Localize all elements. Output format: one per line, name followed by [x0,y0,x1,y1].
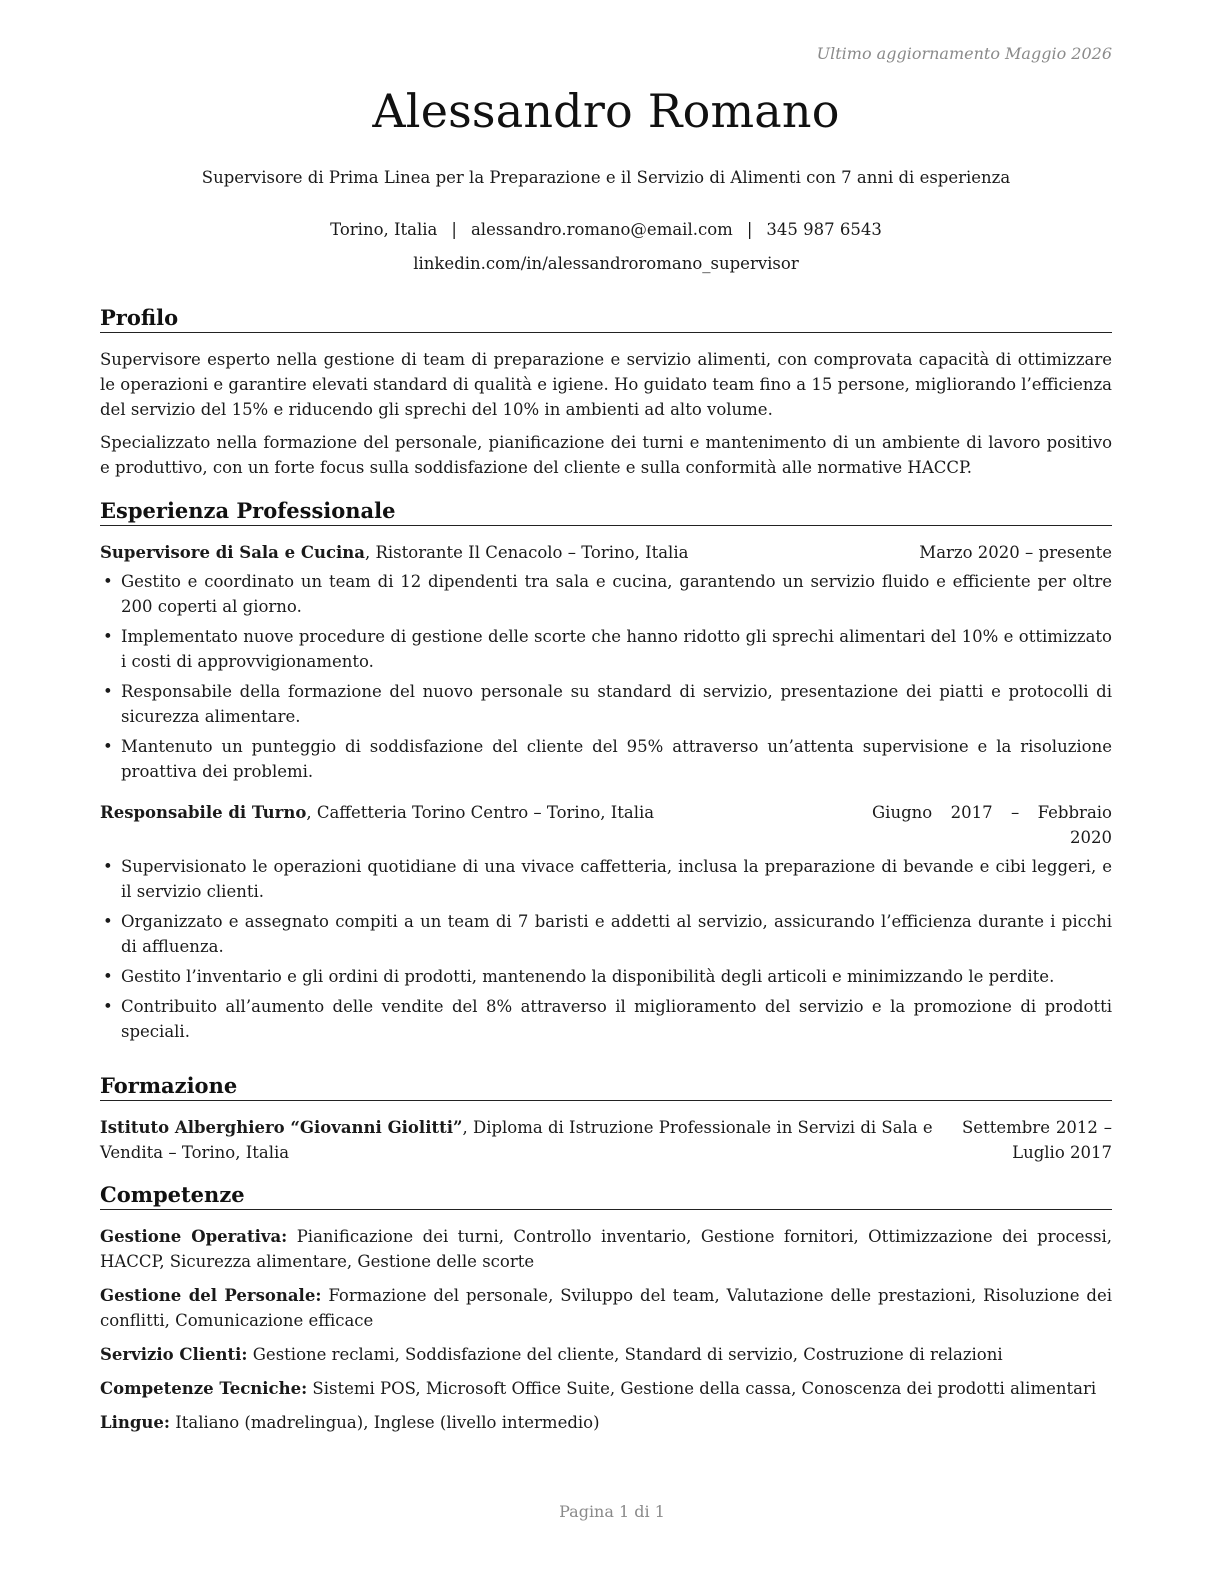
skill-value: Italiano (madrelingua), Inglese (livello intermedio) [170,1413,600,1432]
skills-section [100,1182,1112,1444]
job-header [100,800,1112,850]
job-bullets [100,854,1112,1044]
skill-row [100,1342,1112,1367]
list-item [100,734,1112,784]
skill-label: Servizio Clienti: [100,1345,248,1364]
bullet-icon: • [103,627,113,646]
bullet-icon: • [103,967,113,986]
list-item [100,909,1112,959]
experience-section [100,498,1112,1049]
bullet-icon: • [103,857,113,876]
contact-phone: 345 987 6543 [766,220,882,239]
contact-separator: | [451,220,457,239]
bullet-text: Gestito e coordinato un team di 12 dipendenti tra sala e cucina, garantendo un servizio fluido e efficiente per oltre 200 coperti al giorno. [121,572,1112,616]
job-employer: , Ristorante Il Cenacolo – Torino, Italia [364,543,689,562]
skill-value: Formazione del personale, Sviluppo del team, Valutazione delle prestazioni, Risoluzione dei conflitti, Comunicazione efficace [100,1286,1112,1330]
job-bullets [100,569,1112,784]
job-entry [100,540,1112,784]
bullet-text: Mantenuto un punteggio di soddisfazione del cliente del 95% attraverso un’attenta supervisione e la risoluzione proattiva dei problemi. [121,737,1112,781]
skill-row [100,1376,1112,1401]
skill-row [100,1283,1112,1333]
profile-heading: Profilo [100,305,1112,333]
job-header [100,540,1112,565]
education-entry [100,1115,1112,1165]
profile-section [100,305,1112,488]
profile-paragraph: Supervisore esperto nella gestione di team di preparazione e servizio alimenti, con comprovata capacità di ottimizzare le operazioni e garantire elevati standard di qualità e igiene. Ho guidato team fino a 15 persone, migliorando l’efficienza del servizio del 15% e riducendo gli sprechi del 10% in ambienti ad alto volume. [100,350,1112,419]
contact-separator: | [746,220,753,239]
linkedin-link[interactable]: linkedin.com/in/alessandroromano_supervisor [413,254,799,273]
job-role: Responsabile di Turno [100,803,307,822]
job-employer: , Caffetteria Torino Centro – Torino, Italia [306,803,655,822]
education-school: Istituto Alberghiero “Giovanni Giolitti” [100,1118,463,1137]
candidate-name: Alessandro Romano [372,84,840,138]
list-item [100,994,1112,1044]
bullet-icon: • [103,572,113,591]
job-entry [100,800,1112,1044]
bullet-text: Organizzato e assegnato compiti a un team di 7 baristi e addetti al servizio, assicurando l’efficienza durante i picchi di affluenza. [121,912,1112,956]
contact-email-link[interactable]: alessandro.romano@email.com [470,220,733,239]
contact-line [100,220,1112,239]
bullet-icon: • [103,737,113,756]
skills-heading: Competenze [100,1182,1112,1210]
list-item [100,624,1112,674]
skill-value: Pianificazione dei turni, Controllo inventario, Gestione fornitori, Ottimizzazione dei processi, HACCP, Sicurezza alimentare, Gestione delle scorte [100,1227,1112,1271]
skill-label: Gestione del Personale: [100,1286,322,1305]
education-detail: , Diploma di Istruzione Professionale in Servizi di Sala e Vendita – Torino, Italia [100,1118,933,1162]
bullet-text: Supervisionato le operazioni quotidiane di una vivace caffetteria, inclusa la preparazione di bevande e cibi leggeri, e il servizio clienti. [121,857,1112,901]
skill-value: Sistemi POS, Microsoft Office Suite, Gestione della cassa, Conoscenza dei prodotti alimentari [307,1379,1097,1398]
profile-paragraph: Specializzato nella formazione del personale, pianificazione dei turni e mantenimento di un ambiente di lavoro positivo e produttivo, con un forte focus sulla soddisfazione del cliente e sulla conformità alle normative HACCP. [100,433,1112,477]
contact-location: Torino, Italia [330,220,438,239]
skill-row [100,1410,1112,1435]
bullet-text: Contribuito all’aumento delle vendite del 8% attraverso il miglioramento del servizio e la promozione di prodotti speciali. [121,997,1112,1041]
skill-row [100,1224,1112,1274]
job-title-line [100,540,688,565]
job-role: Supervisore di Sala e Cucina [100,543,365,562]
candidate-tagline: Supervisore di Prima Linea per la Preparazione e il Servizio di Alimenti con 7 anni di esperienza [201,168,1011,187]
job-dates: Giugno 2017 – Febbraio 2020 [872,803,1112,847]
experience-heading: Esperienza Professionale [100,498,1112,526]
bullet-text: Gestito l’inventario e gli ordini di prodotti, mantenendo la disponibilità degli articoli e minimizzando le perdite. [121,967,1055,986]
bullet-text: Implementato nuove procedure di gestione delle scorte che hanno ridotto gli sprechi alimentari del 10% e ottimizzato i costi di approvvigionamento. [121,627,1112,671]
job-dates: Marzo 2020 – presente [919,543,1112,562]
list-item [100,854,1112,904]
education-section [100,1073,1112,1165]
skill-label: Competenze Tecniche: [100,1379,308,1398]
bullet-icon: • [103,682,113,701]
list-item [100,569,1112,619]
skill-label: Gestione Operativa: [100,1227,288,1246]
skill-value: Gestione reclami, Soddisfazione del cliente, Standard di servizio, Costruzione di relazioni [247,1345,1003,1364]
last-updated-note: Ultimo aggiornamento Maggio 2026 [816,44,1112,63]
job-title-line [100,800,654,850]
bullet-icon: • [103,997,113,1016]
education-heading: Formazione [100,1073,1112,1101]
page-number: Pagina 1 di 1 [559,1502,665,1521]
list-item [100,964,1112,989]
bullet-text: Responsabile della formazione del nuovo personale su standard di servizio, presentazione dei piatti e protocolli di sicurezza alimentare. [121,682,1112,726]
bullet-icon: • [103,912,113,931]
list-item [100,679,1112,729]
education-dates: Settembre 2012 – Luglio 2017 [962,1118,1112,1162]
skill-label: Lingue: [100,1413,170,1432]
education-school-line [100,1115,960,1165]
